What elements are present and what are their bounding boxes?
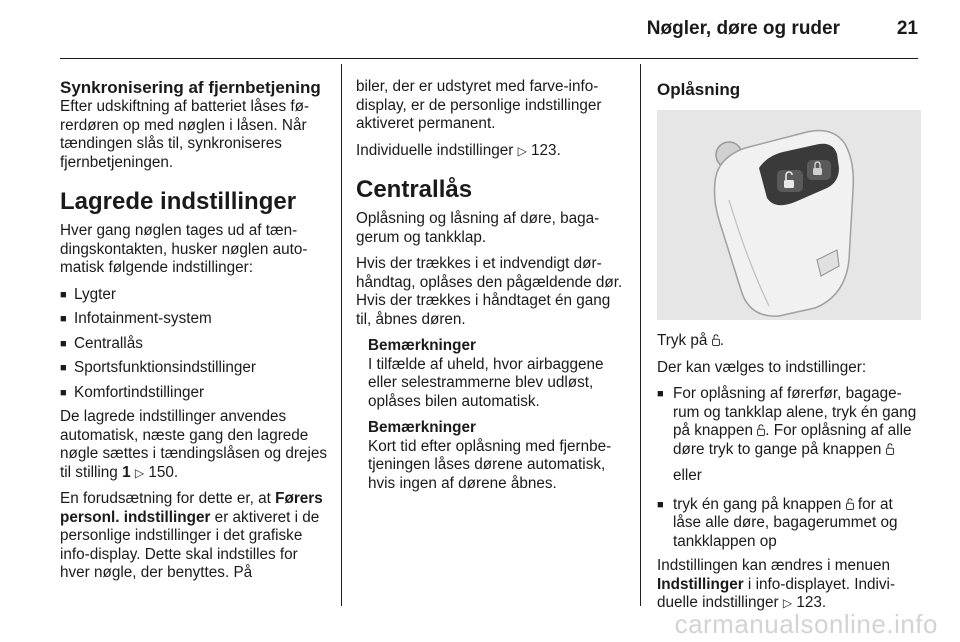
column-left bbox=[60, 78, 328, 591]
page-ref-link[interactable]: 123. bbox=[796, 594, 827, 611]
usage-text: De lagrede indstillinger anvendes automatisk, næste gang den lagrede nøgle sættes i tændingslåsen og drejes til stilling bbox=[60, 408, 327, 481]
or-text: eller bbox=[673, 467, 702, 484]
unlock-heading: Oplåsning bbox=[657, 80, 741, 99]
note-text: Kort tid efter oplåsning med fjernbetjeningen låses dørene automatisk, hvis ingen af dørene åbnes. bbox=[368, 437, 612, 492]
central-lock-text: Oplåsning og låsning af døre, bagagerum og tankklap. bbox=[356, 210, 600, 246]
sync-heading: Synkronisering af fjernbetjening bbox=[60, 78, 321, 97]
page-ref-arrow-icon: ▷ bbox=[134, 465, 145, 480]
press-paragraph bbox=[657, 332, 921, 351]
list-item: ■ Komfortindstillinger bbox=[60, 384, 328, 403]
page-header bbox=[60, 0, 918, 59]
list-item: ■ Sportsfunktionsindstillinger bbox=[60, 359, 328, 378]
settings-option-list bbox=[657, 385, 921, 459]
option1-text-cont: . For oplåsning af alle døre tryk to gange på knappen bbox=[673, 422, 912, 458]
change-paragraph bbox=[657, 557, 921, 613]
note-box bbox=[368, 419, 626, 493]
change-text: Indstillingen kan ændres i menuen bbox=[657, 557, 890, 574]
column-middle bbox=[356, 78, 626, 501]
press-end: . bbox=[719, 332, 724, 349]
list-item: ■ Centrallås bbox=[60, 335, 328, 354]
column-right bbox=[657, 78, 921, 621]
press-text: Tryk på bbox=[657, 332, 712, 349]
watermark: carmanualsonline.info bbox=[674, 609, 938, 639]
header-title: Nøgler, døre og ruder bbox=[646, 18, 840, 39]
column-divider bbox=[341, 64, 342, 606]
column-divider bbox=[640, 64, 641, 606]
usage-paragraph bbox=[60, 408, 328, 482]
settings-menu-name: Indstillinger bbox=[657, 575, 744, 593]
option2-text: tryk én gang på knappen bbox=[673, 495, 846, 513]
change-text-cont: i info-displayet. Individuelle indstillinger bbox=[657, 575, 896, 611]
central-lock-heading: Centrallås bbox=[356, 176, 473, 203]
stored-settings-heading: Lagrede indstillinger bbox=[60, 188, 297, 215]
settings-option-list bbox=[657, 496, 921, 552]
note-text: I tilfælde af uheld, hvor airbaggene eller selestrammerne blev udløst, oplåses bilen automatisk. bbox=[368, 355, 604, 410]
note-box bbox=[368, 337, 626, 411]
unlock-icon bbox=[886, 443, 894, 455]
driver-text-cont: er aktiveret i de personlige indstillinger i det grafiske info-display. Dette skal indstilles for hver nøgle, der benyttes. På bbox=[60, 508, 320, 581]
individual-text: Individuelle indstillinger bbox=[356, 141, 518, 159]
option1-text: For oplåsning af førerfør, bagagerum og tankklap alene, tryk én gang på knappen bbox=[673, 385, 917, 439]
page-ref-link[interactable]: 150. bbox=[148, 463, 179, 481]
page-ref-arrow-icon: ▷ bbox=[782, 596, 793, 610]
page-ref-arrow-icon: ▷ bbox=[517, 143, 527, 158]
individual-paragraph bbox=[356, 142, 626, 161]
note-heading: Bemærkninger bbox=[368, 337, 476, 354]
door-handle-text: Hvis der trækkes i et indvendigt dørhåndtag, oplåses den pågældende dør. Hvis der trækkes i håndtaget én gang til, åbnes døren. bbox=[356, 255, 623, 328]
driver-text: En forudsætning for dette er, at bbox=[60, 490, 276, 507]
option2-text-cont: for at låse alle døre, bagagerummet og tankklappen op bbox=[673, 495, 898, 550]
list-item bbox=[657, 385, 921, 459]
page-number: 21 bbox=[896, 18, 918, 39]
list-item bbox=[657, 496, 921, 552]
page-ref-link[interactable]: 123. bbox=[531, 141, 561, 159]
list-item: ■ Lygter bbox=[60, 286, 328, 305]
unlock-icon bbox=[846, 498, 854, 510]
note-heading: Bemærkninger bbox=[368, 419, 476, 436]
stored-settings-list bbox=[60, 286, 328, 403]
continued-text: biler, der er udstyret med farve-info-display, er de personlige indstillinger aktiveret permanent. bbox=[356, 78, 602, 132]
list-item: ■ Infotainment-system bbox=[60, 310, 328, 329]
stored-intro: Hver gang nøglen tages ud af tændingskontakten, husker nøglen automatisk følgende indstillinger: bbox=[60, 222, 308, 276]
car-key-illustration bbox=[657, 110, 921, 320]
driver-settings-name: Førers personl. indstillinger bbox=[60, 490, 323, 526]
two-settings-text: Der kan vælges to indstillinger: bbox=[657, 358, 867, 376]
driver-paragraph bbox=[60, 490, 328, 583]
sync-text: Efter udskiftning af batteriet låses førerdøren op med nøglen i låsen. Når tændingen slås til, synkroniseres fjernbetjeningen. bbox=[60, 98, 310, 171]
ignition-position: 1 bbox=[122, 463, 131, 481]
unlock-icon bbox=[712, 334, 720, 346]
